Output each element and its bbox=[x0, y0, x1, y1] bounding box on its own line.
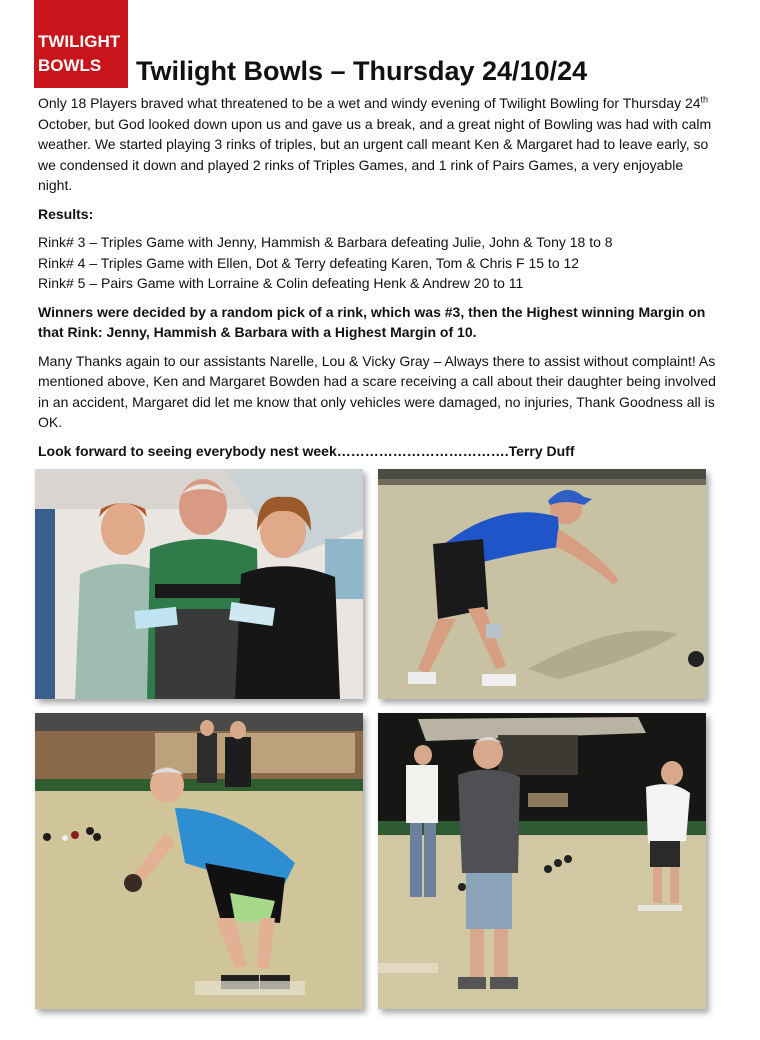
twilight-bowls-badge bbox=[34, 0, 128, 88]
badge-line-2: BOWLS bbox=[38, 56, 102, 75]
photo-winners-illustration bbox=[35, 469, 363, 699]
photo-bowler-2-illustration bbox=[35, 713, 363, 1009]
photo-winners-with-vouchers bbox=[35, 469, 363, 699]
photo-bowler-blue-shirt bbox=[378, 469, 706, 699]
intro-part-2: October, but God looked down upon us and gave us a break, and a great night of Bowling was had with calm weather. We started playing 3 rinks of triples, but an urgent call meant Ken & Margaret had to leave early, so we condensed it down and played 2 rinks of Triples Games, and 1 rink of Pairs Games, a very enjoyable night. bbox=[38, 115, 712, 193]
badge-line-1: TWILIGHT bbox=[38, 32, 121, 51]
results-list bbox=[38, 232, 718, 294]
photo-night-illustration bbox=[378, 713, 706, 1009]
result-line-rink-5: Rink# 5 – Pairs Game with Lorraine & Colin defeating Henk & Andrew 20 to 11 bbox=[38, 275, 524, 291]
winners-paragraph: Winners were decided by a random pick of a rink, which was #3, then the Highest winning Margin on that Rink: Jenny, Hammish & Barbara with a Highest Margin of 10. bbox=[38, 303, 706, 340]
thanks-paragraph: Many Thanks again to our assistants Narelle, Lou & Vicky Gray – Always there to assist without complaint! As mentioned above, Ken and Margaret Bowden had a scare receiving a call about their daughter being involved in an accident, Margaret did let me know that only vehicles were damaged, no injuries, Thank Goodness all is OK. bbox=[38, 352, 716, 430]
result-line-rink-4: Rink# 4 – Triples Game with Ellen, Dot & Terry defeating Karen, Tom & Chris F 15 to 12 bbox=[38, 254, 580, 271]
intro-superscript: th bbox=[700, 94, 709, 105]
photo-bowler-light-blue-shirt bbox=[35, 713, 363, 1009]
signoff: Look forward to seeing everybody nest week……………………………….Terry Duff bbox=[38, 442, 575, 459]
result-line-rink-3: Rink# 3 – Triples Game with Jenny, Hammish & Barbara defeating Julie, John & Tony 18 to 8 bbox=[38, 234, 613, 250]
article-body bbox=[38, 93, 718, 469]
intro-paragraph bbox=[38, 93, 718, 196]
results-heading: Results: bbox=[38, 205, 94, 222]
photo-bowler-illustration bbox=[378, 469, 706, 699]
photo-night-bowling-players bbox=[378, 713, 706, 1009]
intro-part-1: Only 18 Players braved what threatened to be a wet and windy evening of Twilight Bowling for Thursday 24 bbox=[38, 95, 701, 111]
page-title: Twilight Bowls – Thursday 24/10/24 bbox=[136, 56, 588, 86]
